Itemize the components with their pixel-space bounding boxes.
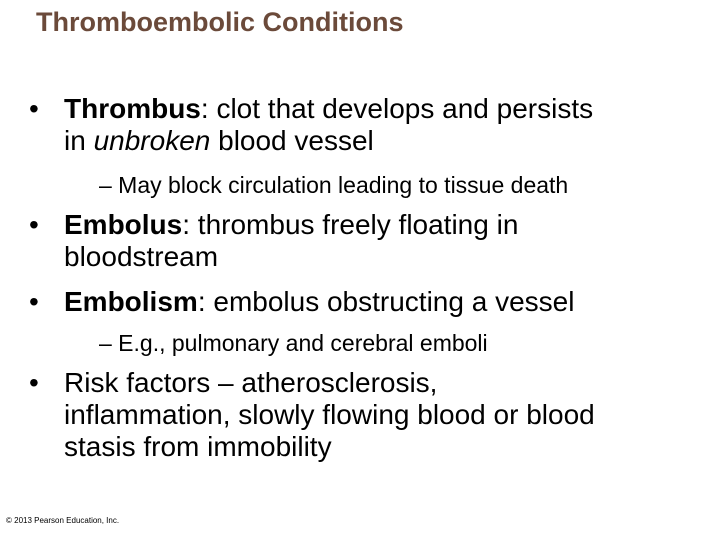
definition-text: blood vessel xyxy=(210,125,374,156)
term-embolism: Embolism xyxy=(64,286,198,317)
definition-thrombus: : clot that develops and persists xyxy=(200,93,594,124)
term-embolus: Embolus xyxy=(64,209,183,240)
bullet-line: bloodstream xyxy=(64,241,219,272)
term-thrombus: Thrombus xyxy=(64,93,201,124)
bullet-thrombus xyxy=(29,93,704,157)
bullet-risk-factors xyxy=(29,367,704,463)
definition-embolus: : thrombus freely floating in xyxy=(182,209,519,240)
copyright-footer: © 2013 Pearson Education, Inc. xyxy=(6,516,120,525)
definition-embolism: : embolus obstructing a vessel xyxy=(197,286,575,317)
bullet-line: inflammation, slowly flowing blood or blood xyxy=(64,399,595,430)
slide-title: Thromboembolic Conditions xyxy=(36,7,404,37)
subbullet-tissue-death: – May block circulation leading to tissue death xyxy=(99,172,569,198)
bullet-line xyxy=(64,93,704,125)
definition-text: in xyxy=(64,125,94,156)
subbullet-emboli-examples: – E.g., pulmonary and cerebral emboli xyxy=(99,330,488,356)
emphasis-unbroken: unbroken xyxy=(93,125,211,156)
bullet-line: Risk factors – atherosclerosis, xyxy=(64,367,438,398)
bullet-marker: • xyxy=(29,209,39,240)
bullet-embolus xyxy=(29,209,704,273)
bullet-embolism xyxy=(29,286,704,318)
bullet-marker: • xyxy=(29,367,39,398)
bullet-marker: • xyxy=(29,286,39,317)
bullet-marker: • xyxy=(29,93,39,124)
bullet-line: stasis from immobility xyxy=(64,431,332,462)
bullet-line xyxy=(64,286,704,318)
bullet-line xyxy=(64,209,704,241)
bullet-line xyxy=(64,125,704,157)
